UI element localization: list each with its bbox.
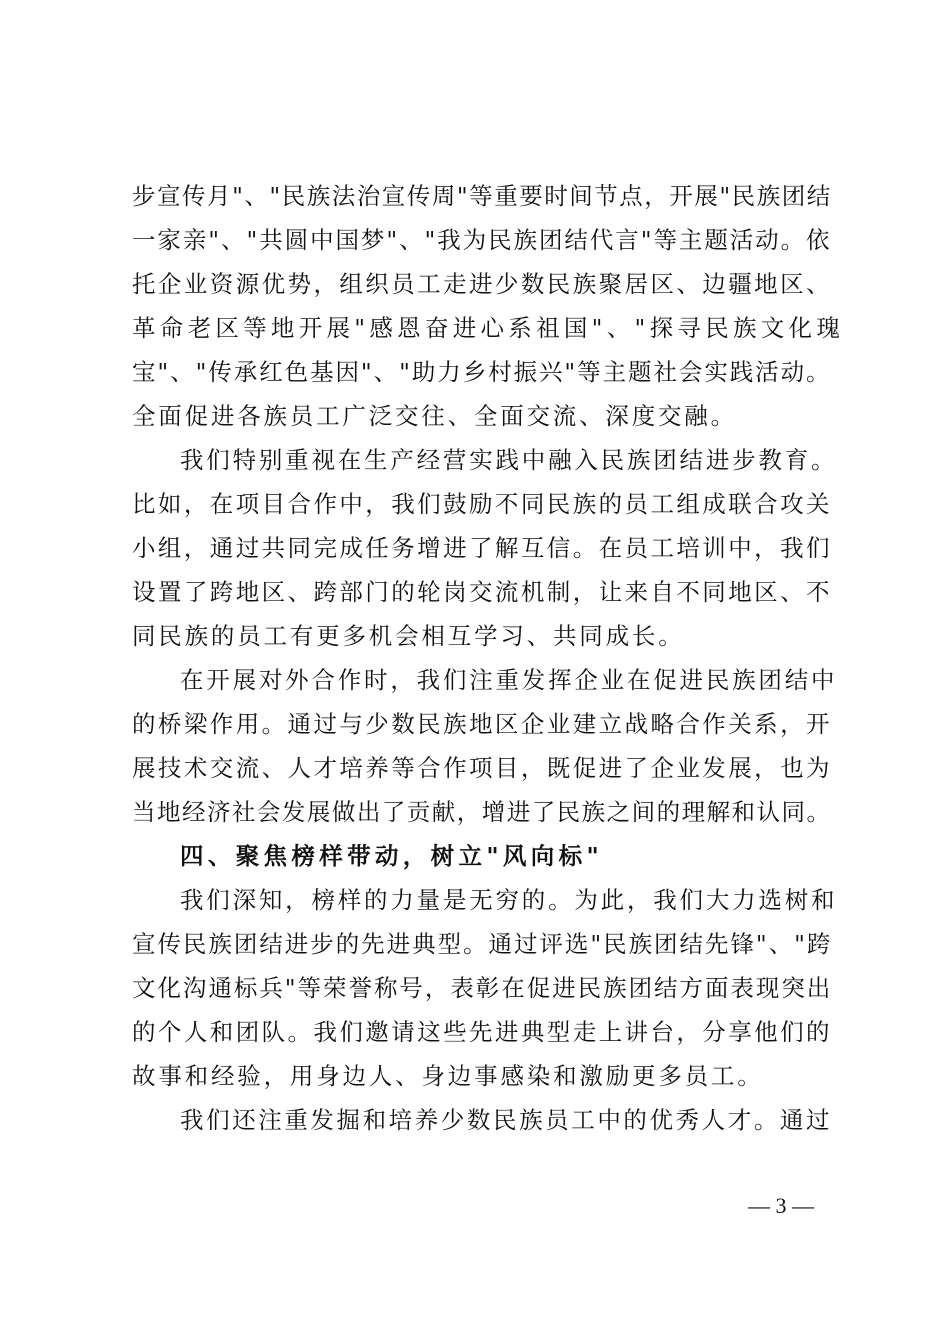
text-line: 的个人和团队。我们邀请这些先进典型走上讲台，分享他们的 xyxy=(132,1018,832,1046)
text-line: 一家亲"、"共圆中国梦"、"我为民族团结代言"等主题活动。依 xyxy=(132,226,832,254)
text-line: 步宣传月"、"民族法治宣传周"等重要时间节点，开展"民族团结 xyxy=(132,182,832,210)
text-line: 设置了跨地区、跨部门的轮岗交流机制，让来自不同地区、不 xyxy=(132,578,832,606)
text-line: 的桥梁作用。通过与少数民族地区企业建立战略合作关系，开 xyxy=(132,710,832,738)
page-number: — 3 — xyxy=(748,1193,814,1218)
text-line: 宝"、"传承红色基因"、"助力乡村振兴"等主题社会实践活动。 xyxy=(132,358,832,386)
text-line: 比如，在项目合作中，我们鼓励不同民族的员工组成联合攻关 xyxy=(132,490,832,518)
text-line: 革命老区等地开展"感恩奋进心系祖国"、"探寻民族文化瑰 xyxy=(132,314,845,342)
text-line: 我们还注重发掘和培养少数民族员工中的优秀人才。通过 xyxy=(180,1106,833,1134)
text-line: 故事和经验，用身边人、身边事感染和激励更多员工。 xyxy=(132,1062,764,1090)
text-line: 同民族的员工有更多机会相互学习、共同成长。 xyxy=(132,622,685,650)
text-line: 我们特别重视在生产经营实践中融入民族团结进步教育。 xyxy=(180,446,838,474)
text-line: 在开展对外合作时，我们注重发挥企业在促进民族团结中 xyxy=(180,666,838,694)
text-line: 文化沟通标兵"等荣誉称号，表彰在促进民族团结方面表现突出 xyxy=(132,974,833,1002)
text-line: 托企业资源优势，组织员工走进少数民族聚居区、边疆地区、 xyxy=(132,270,832,298)
text-line: 宣传民族团结进步的先进典型。通过评选"民族团结先锋"、"跨 xyxy=(132,930,833,958)
text-line: 全面促进各族员工广泛交往、全面交流、深度交融。 xyxy=(132,402,737,430)
text-line: 我们深知，榜样的力量是无穷的。为此，我们大力选树和 xyxy=(180,886,838,914)
text-line: 小组，通过共同完成任务增进了解互信。在员工培训中，我们 xyxy=(132,534,832,562)
text-line: 展技术交流、人才培养等合作项目，既促进了企业发展，也为 xyxy=(132,754,832,782)
text-line: 当地经济社会发展做出了贡献，增进了民族之间的理解和认同。 xyxy=(132,798,832,826)
section-heading: 四、聚焦榜样带动，树立"风向标" xyxy=(180,842,604,870)
